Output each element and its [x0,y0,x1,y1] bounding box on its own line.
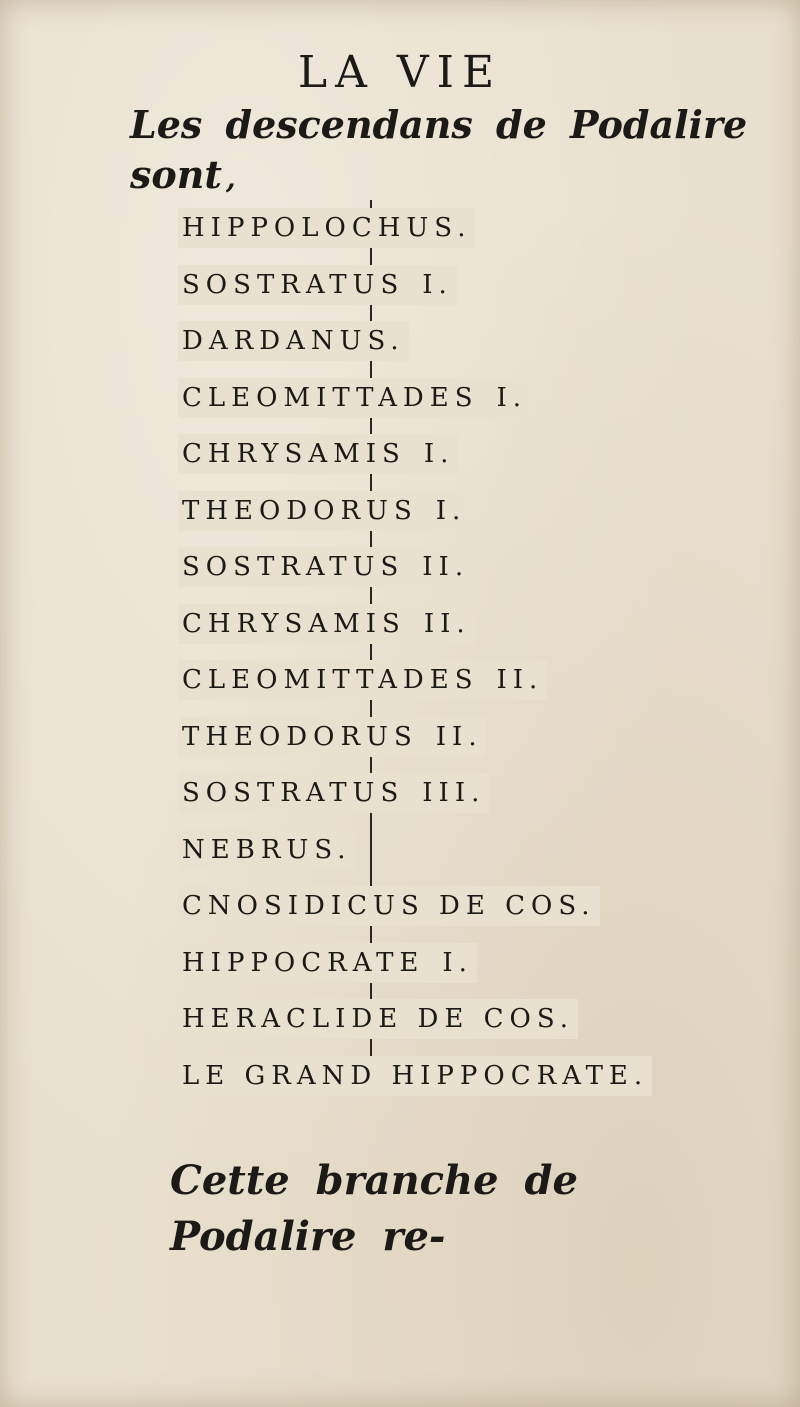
intro-line [130,100,770,204]
entry-name: SOSTRATUS [182,269,405,300]
genealogy-entry [178,604,475,644]
entry-name: SOSTRATUS [182,552,405,582]
entry-numeral: II. [423,608,471,639]
genealogy-entry [178,717,487,757]
genealogy-entry [178,943,477,983]
entry-numeral: II. [435,721,483,752]
genealogy-entry [178,378,531,418]
entry-name: LE GRAND HIPPOCRATE. [182,1060,649,1091]
entry-name: THEODORUS [182,495,418,526]
genealogy-entry [178,434,458,474]
intro-end-mark: , [225,162,236,195]
entry-numeral: I. [442,947,473,978]
entry-name: SOSTRATUS [182,778,405,808]
entry-name: CNOSIDICUS DE COS. [182,891,596,921]
genealogy-entry [178,547,473,587]
entry-name: CLEOMITTADES [182,665,479,695]
entry-name: HERACLIDE DE COS. [182,1004,574,1034]
genealogy-entry [178,491,470,531]
catchline: Cette branche de Podalire re- [170,1157,578,1260]
entry-numeral: II. [496,665,544,695]
genealogy-entry [178,830,355,870]
entry-name: HIPPOLOCHUS. [182,213,472,243]
genealogy-entry [178,999,578,1039]
running-head: LA VIE [297,47,503,98]
genealogy-entry [178,208,475,248]
entry-name: THEODORUS [182,721,418,752]
genealogy-entry [178,886,600,926]
intro-text: Les descendans de Podalire sont [130,102,748,197]
genealogy-entry [178,773,489,813]
entry-name: HIPPOCRATE [182,947,425,978]
entry-numeral: I. [423,439,455,469]
entry-name: DARDANUS. [182,326,405,356]
entry-numeral: III. [422,778,486,808]
genealogy-entry [178,660,547,700]
genealogy-entry [178,321,409,361]
genealogy-entry [178,265,457,305]
entry-numeral: I. [422,269,453,300]
entry-numeral: I. [496,382,528,413]
genealogy-entry [178,1056,652,1096]
entry-numeral: II. [422,552,470,582]
entry-name: NEBRUS. [182,834,352,865]
entry-name: CLEOMITTADES [182,382,479,413]
entry-name: CHRYSAMIS [182,439,406,469]
entry-name: CHRYSAMIS [182,608,406,639]
genealogy-list [0,190,800,1120]
entry-numeral: I. [435,495,467,526]
